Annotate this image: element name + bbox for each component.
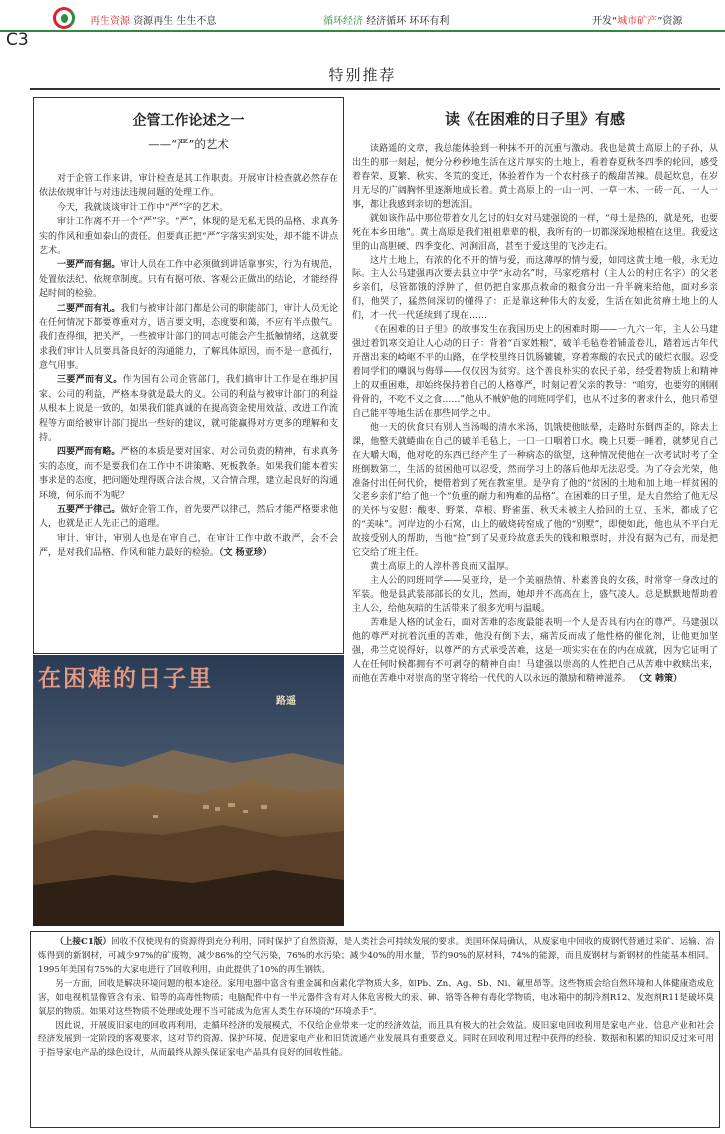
book-cover-title: 在困难的日子里 <box>38 666 213 692</box>
paragraph <box>39 503 338 532</box>
paragraph-text: 严格的本质是要对国家、对公司负责的精神，有求真务实的态度，而不是要我们在工作中不讲策略、死板教条。如果我们能本着实事求是的态度，把问题处理得既合法合规，又合情合理，建立起良好的沟通环境，何乐而不为呢？ <box>39 447 338 501</box>
paragraph <box>39 302 338 374</box>
header-left-text: 资源再生 生生不息 <box>133 16 217 27</box>
header-brand-red: 再生资源 <box>90 16 130 27</box>
paragraph-text: 苦难是人格的试金石，面对苦难的态度最能表明一个人是否具有内在的尊严。马建强以他的尊严对抗着沉重的苦难，他没有倒下去，痛苦反而成了他性格的催化剂，让他更加坚强，弗兰克说得好，以尊严的方式承受苦难，这是一项实实在在的内在成就，因为它证明了人在任何时候都拥有不可剥夺的精神自由！马建强以崇高的人性把自己从苦难中救赎出来，而他在苦难中对崇高的坚守将给一代代的人以永远的激励和精神滋养。 <box>352 617 718 684</box>
left-article-title: 企管工作论述之一 <box>132 113 245 129</box>
header-center-green: 循环经济 <box>323 16 363 27</box>
header-right-pre: 开发“ <box>592 16 618 27</box>
paragraph: 读路遥的文章，我总能体验到一种抹不开的沉重与激动。我也是黄土高原上的子孙，从出生的那一刻起，便分分秒秒地生活在这片厚实的土地上，看着春夏秋冬四季的轮回，感受着春荣、夏繁、秋实、冬荒的变迁，体验着作为一个农村孩子的酸甜苦辣。晨起炊息，在岁月无尽的广阔胸怀里逐渐地成长着。黄土高原上的一山一河、一草一木、一砖一瓦、一人一事，都让我感到亲切的想流泪。 <box>352 144 718 210</box>
paragraph: 就如该作品中那位带着女儿乞讨的妇女对马建强说的一样，“母土是热的，就是死，也要死在本乡田地”。黄土高原是我们祖祖辈辈的根，我所有的一切都深深地根植在这里。我爱这里的山高胆硬、四季变化、河涧泪高，甚至于爱这里的飞沙走石。 <box>352 213 718 252</box>
paragraph: 主人公的同班同学——吴亚玲，是一个美丽热情、朴素善良的女孩，时常穿一身改过的军装。他是县武装部部长的女儿，然而，她却并不高高在上，盛气凌人。总是默默地帮助着主人公，给他灰暗的生活带来了很多光明与温暖。 <box>352 576 718 614</box>
bottom-article-body <box>38 936 714 1126</box>
header-right-post: ”资源 <box>657 16 683 27</box>
author-signature: （文 韩策） <box>633 673 683 684</box>
header-divider <box>0 30 725 32</box>
paragraph: 黄土高原上的人淳朴善良而又温厚。 <box>370 562 515 573</box>
section-rule <box>30 88 720 90</box>
paragraph-lead: 四要严而有略。 <box>57 447 121 458</box>
header-right-slogan <box>592 12 682 27</box>
paragraph-text: 审计、审计，审别人也是在审自己，在审计工作中敢不敢严，会不会严，是对我们品格、作风和能力最好的检验。 <box>39 533 338 559</box>
right-article-body <box>352 143 718 929</box>
left-article-subtitle: ——“严”的艺术 <box>148 137 229 151</box>
paragraph-text: 回收不仅使现有的资源得到充分利用，同时保护了自然资源，是人类社会可持续发展的要求。美国环保局确认，从废家电中回收的废钢代替通过采矿、运输、冶炼得到的新钢材，可减少97%的矿废物，减少86%的空气污染，76%的水污染；减少40%的用水量，节约90%的原材料，74%的能源，而且废钢材与新钢材的性能基本相同。1995年美国有75%的大家电进行了回收利用，由此提供了10%的再生钢铁。 <box>38 937 714 975</box>
right-article-title: 读《在困难的日子里》有感 <box>444 110 625 128</box>
paragraph-lead: 五要严于律己。 <box>57 504 121 515</box>
paragraph: 对于企管工作来讲，审计检查是其工作职责。开展审计检查就必然存在依法依规审计与对违法违规问题的处理工作。 <box>39 174 338 199</box>
paragraph-lead: 二要严而有礼。 <box>57 303 121 314</box>
page-number: C3 <box>6 30 29 50</box>
paragraph: 今天，我就谈谈审计工作中“严”字的艺术。 <box>57 202 229 213</box>
paragraph: 因此说，开展废旧家电的回收再利用，走循环经济的发展模式，不仅给企业带来一定的经济效益，而且具有极大的社会效益。废旧家电回收利用是家电产业、信息产业和社会经济发展到一定阶段的客观要求，这对节约资源、保护环境、促进家电产业和旧货流通产业发展具有重要意义。同时在回收利用过程中获得的经验、数据和积累的知识反过来可用于指导家电产品的绿色设计，从而最终从源头保证家电产品具有良好的回收性能。 <box>38 1020 714 1059</box>
paragraph <box>39 258 338 301</box>
section-title: 特别推荐 <box>328 66 397 84</box>
paragraph-text: 做好企管工作，首先要严以律己，然后才能严格要求他人，也就是正人先正己的道理。 <box>39 504 338 530</box>
paragraph-lead: 一要严而有据。 <box>57 260 121 271</box>
left-article-body <box>39 172 338 652</box>
header-center-text: 经济循环 环环有利 <box>366 16 450 27</box>
logo-icon <box>53 7 75 29</box>
header-center-slogan <box>323 12 449 27</box>
paragraph <box>38 936 714 978</box>
paragraph-text: 审计人员在工作中必须做到讲话靠事实，行为有规范，处置依法纪、依规章制度。只有有据可依、客观公正做出的结论，才能经得起时间的检验。 <box>39 260 338 300</box>
paragraph-text: 作为国有公司企管部门，我们搞审计工作是在维护国家、公司的利益，严格本身就是最大的义。公司的利益与被审计部门的利益从根本上说是一致的，如果我们能真诚的在提高资金使用效益、改进工作流程等方面给被审计部门提出一些好的建议，就可能赢得对方更多的理解和支持。 <box>39 375 338 444</box>
paragraph <box>39 373 338 445</box>
paragraph: 审计工作离不开一个“严”字。“严”，体现的是无私无畏的品格、求真务实的作风和重如泰山的责任。但要真正把“严”字落实到实处，却不能不讲点艺术。 <box>39 217 338 256</box>
paragraph-text: 我们与被审计部门都是公司的职能部门，审计人员无论在任何情况下都要尊重对方，语言要文明，态度要和蔼，不应有半点傲气。我们查得细，把关严，一些被审计部门的同志可能会产生抵触情绪，这就要求我们审计人员要具备良好的沟通能力，了解具体原因，而不是一意孤行，意气用事。 <box>39 303 338 372</box>
paragraph: 他一天的伙食只有别人当汤喝的清水米汤，饥饿使他眩晕，走路时东倒西歪的，除去上课，他整天就蜷曲在自己的破羊毛毡上，一口一口咽着口水。晚上只要一睡着，就梦见自己在大嚼大喝，他对吃的东西已经产生了一种病态的欲望，这种情况使他在一次考试时考了全班倒数第二，生活的贫困他可以忍受，然而学习上的落后他却无法忍受。为了夺会光荣，他准备付出任何代价，便借着到了死在教室里。是孕育了他的“贫困的土地和加上地一样贫困的父老乡亲们”给了他一个“负重的耐力和殉难的品格”。在困难的日子里，是大自然给了他无尽的关怀与安慰：酸枣、野菜、草根、野雀蛋、秋天未被主人拾回的土豆、玉米，都成了它的“美味”。河岸边的小石窝，山上的破烧砖窑成了他的“别墅”，即便如此，他也从不平白无故接受别人的帮助，当他“捡”到了吴亚玲故意丢失的钱和粮票时，并没有据为己有，而是把它交给了班主任。 <box>352 422 718 559</box>
paragraph: 《在困难的日子里》的故事发生在我国历史上的困难时期——一九六一年，主人公马建强过着饥寒交迫让人心动的日子：背着“百家姓粮”，破羊毛毡卷着铺盖卷儿，踏着远古年代开凿出来的崎岖不平的山路，在学校里终日饥肠辘辘，穿着寒酸的农民式的破烂衣服。忍受着同学们的嘲讽与侮辱——仅仅因为贫穷。这个善良朴实的农民子弟，经受着物质上和精神上的双重困难，却始终保持着自己的人格尊严，时刻记着父亲的教导：“咱穷，也要穷的刚刚骨骨的，不吃不义之食……”他从不贼妒他的同班同学们，也从不过多的奢求什么，他只希望自己能平等地生活在那些同学之中。 <box>352 325 718 419</box>
author-signature: （文 杨亚珍） <box>219 548 272 559</box>
paragraph: 另一方面，回收是解决环境问题的根本途径。家用电器中富含有重金属和卤素化学物质大多，如Pb、Zn、Ag、Sb、Ni、氟里昂等。这些物质会给自然环境和人体健康造成危害，如电视机显像管含有汞、铅等的高毒性物质；电脑配件中有一半元器件含有对人体危害极大的汞、砷、铬等各种有毒化学物质，电冰箱中的制冷剂R12、发泡剂R11是破坏臭氧层的物质。如果对这些物质不处理或处理不当可能成为危害人类生存环境的“环境杀手”。 <box>38 978 714 1017</box>
loess-plateau-image <box>33 655 344 926</box>
book-cover-author: 路遥 <box>276 696 296 707</box>
paragraph: 这片土地上，有浓的化不开的情与爱，而这薄厚的情与爱，如同这黄土地一般，永无边际。主人公马建强再次要去县立中学“永动名”时，马家疙瘩村（主人公的村庄名字）的父老乡亲们，尽管都饿的浮肿了，但仍把自家那点救命的粮食分出一升半碗来给他，面对乡亲们，他哭了，猛然间深切的懂得了：正是靠这种伟大的友爱，生活在如此贫瘠土地上的人们，才一代一代延续到了现在…… <box>352 255 718 322</box>
paragraph <box>352 617 718 687</box>
paragraph <box>39 532 338 561</box>
paragraph <box>39 445 338 503</box>
header-right-red: 城市矿产 <box>617 16 658 27</box>
continued-from-label: （上接C1版） <box>55 937 112 947</box>
header-left-slogan <box>90 12 216 27</box>
book-cover-photo <box>33 655 344 926</box>
paragraph-lead: 三要严而有义。 <box>57 375 123 386</box>
